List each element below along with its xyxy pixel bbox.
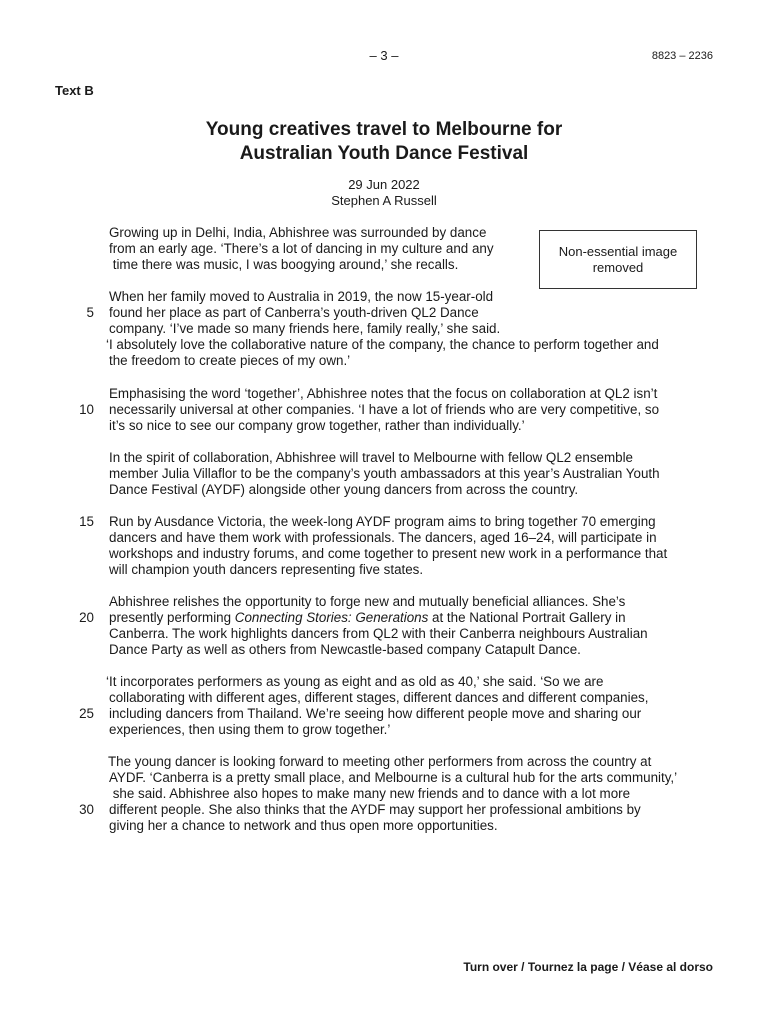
text-line: Canberra. The work highlights dancers from QL2 with their Canberra neighbours Australian: [109, 626, 648, 641]
text-line: When her family moved to Australia in 2019, the now 15-year-old: [109, 289, 494, 304]
title-line-2: Australian Youth Dance Festival: [239, 143, 529, 164]
image-placeholder: Non-essential image removed: [539, 230, 697, 289]
text-line: she said. Abhishree also hopes to make many new friends and to dance with a lot more: [109, 786, 631, 801]
text-line: necessarily universal at other companies. ‘I have a lot of friends who are very competitive, so: [109, 402, 660, 417]
turn-over-note: Turn over / Tournez la page / Véase al dorso: [463, 960, 713, 974]
text-line: different people. She also thinks that the AYDF may support her professional ambitions by: [109, 802, 641, 817]
line-number: 5: [86, 305, 94, 320]
article-date: 29 Jun 2022: [348, 177, 420, 192]
text-line: ‘I absolutely love the collaborative nature of the company, the chance to perform together and: [106, 337, 659, 352]
text-line: member Julia Villaflor to be the company’s youth ambassadors at this year’s Australian Youth: [109, 466, 660, 481]
text-line: the freedom to create pieces of my own.’: [109, 353, 351, 368]
page-number: – 3 –: [369, 48, 399, 63]
text-line: Run by Ausdance Victoria, the week-long AYDF program aims to bring together 70 emerging: [109, 514, 656, 529]
text-line: from an early age. ‘There’s a lot of dancing in my culture and any: [109, 241, 494, 256]
text-line: Emphasising the word ‘together’, Abhishree notes that the focus on collaboration at QL2 isn’t: [109, 386, 658, 401]
article-author: Stephen A Russell: [331, 193, 437, 208]
text-line: dancers and have them work with professionals. The dancers, aged 16–24, will participate in: [109, 530, 657, 545]
text-line: experiences, then using them to grow together.’: [109, 722, 391, 737]
text-segment: at the National Portrait Gallery in: [428, 610, 626, 625]
text-line: Dance Festival (AYDF) alongside other young dancers from across the country.: [109, 482, 579, 497]
text-label: Text B: [55, 83, 94, 98]
text-line: time there was music, I was boogying around,’ she recalls.: [109, 257, 459, 272]
work-title: Connecting Stories: Generations: [234, 610, 429, 625]
text-line: Abhishree relishes the opportunity to forge new and mutually beneficial alliances. She’s: [109, 594, 626, 609]
text-line: In the spirit of collaboration, Abhishree will travel to Melbourne with fellow QL2 ensemble: [109, 450, 633, 465]
line-number: 15: [79, 514, 94, 529]
article-meta: [0, 177, 768, 209]
text-line: found her place as part of Canberra’s youth-driven QL2 Dance: [109, 305, 479, 320]
text-line: it’s so nice to see our company grow together, rather than individually.’: [109, 418, 525, 433]
title-line-1: Young creatives travel to Melbourne for: [205, 119, 563, 140]
exam-code: 8823 – 2236: [651, 50, 713, 62]
text-line: Growing up in Delhi, India, Abhishree was surrounded by dance: [109, 225, 487, 240]
article-title: [0, 118, 768, 166]
text-line: collaborating with different ages, different stages, different dances and different companies,: [109, 690, 649, 705]
text-line: workshops and industry forums, and come together to present new work in a performance that: [109, 546, 668, 561]
text-line: The young dancer is looking forward to meeting other performers from across the country at: [108, 754, 652, 769]
text-line: including dancers from Thailand. We’re seeing how different people move and sharing our: [109, 706, 642, 721]
text-line: ‘It incorporates performers as young as eight and as old as 40,’ she said. ‘So we are: [106, 674, 604, 689]
text-line: [109, 610, 626, 626]
text-line: will champion youth dancers representing five states.: [109, 562, 424, 577]
line-number: 10: [79, 402, 94, 417]
text-line: giving her a chance to network and thus open more opportunities.: [109, 818, 498, 833]
line-number: 30: [79, 802, 94, 817]
text-segment: presently performing: [109, 610, 235, 625]
text-line: AYDF. ‘Canberra is a pretty small place, and Melbourne is a cultural hub for the arts community,’: [109, 770, 678, 785]
line-number: 20: [79, 610, 94, 625]
text-line: Dance Party as well as others from Newcastle-based company Catapult Dance.: [109, 642, 581, 657]
text-line: company. ‘I’ve made so many friends here, family really,’ she said.: [109, 321, 501, 336]
line-number: 25: [79, 706, 94, 721]
